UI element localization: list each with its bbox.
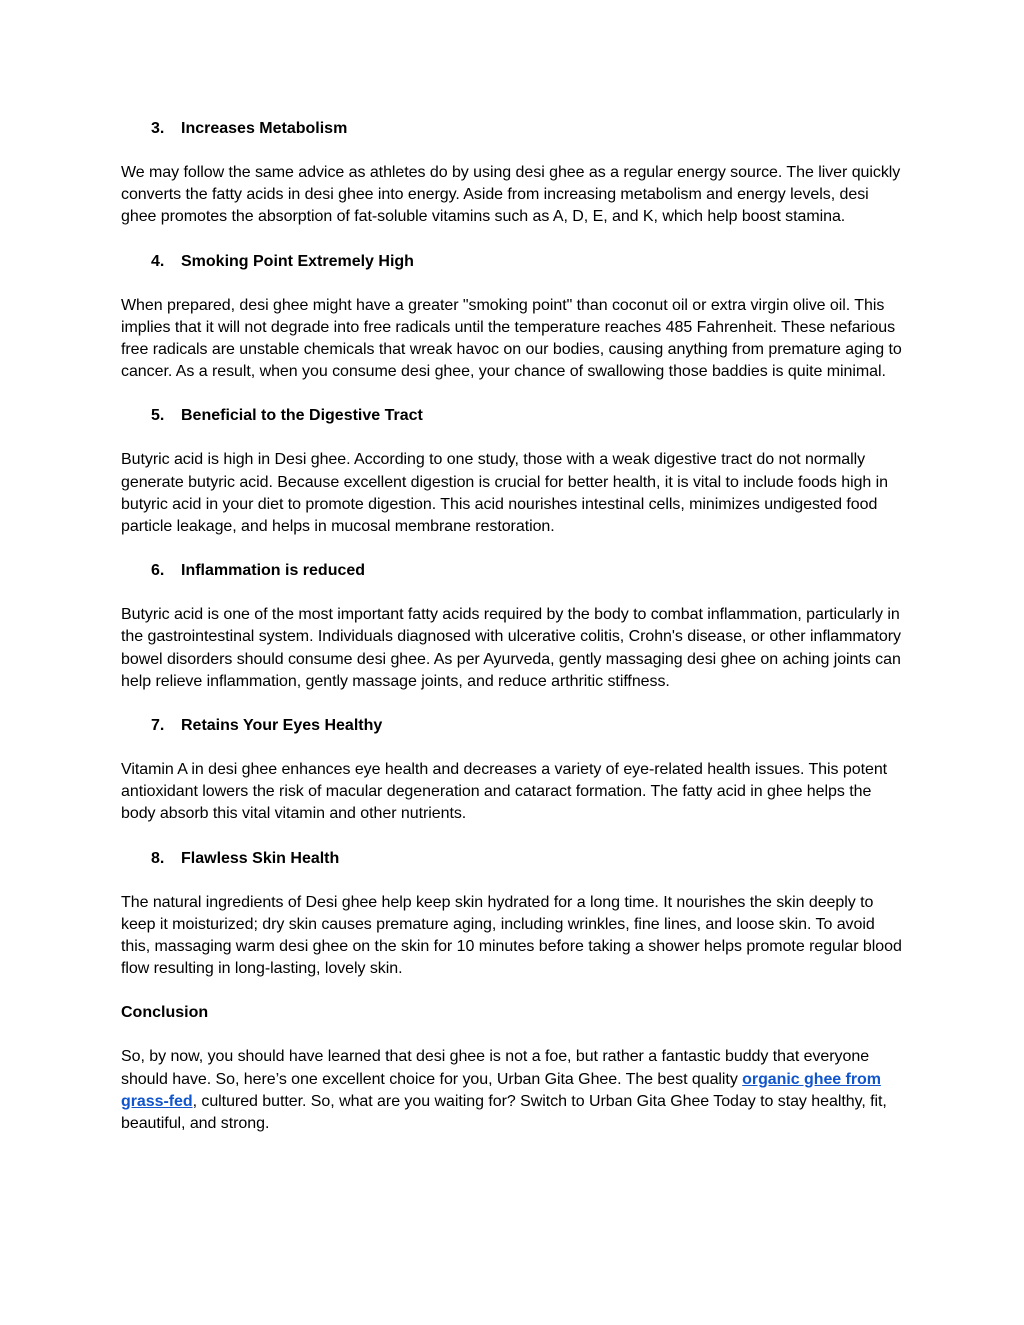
section-number: 3. xyxy=(151,120,165,137)
section-body-digestive-tract: Butyric acid is high in Desi ghee. According to one study, those with a weak digestive tract do not normally generate butyric acid. Because excellent digestion is crucial for better health, it is vital to include foods high in butyric acid in your diet to promote digestion. This acid nourishes intestinal cells, minimizes undigested food particle leakage, and helps in mucosal membrane restoration. xyxy=(121,451,889,536)
section-body-inflammation: Butyric acid is one of the most important fatty acids required by the body to combat inflammation, particularly in the gastrointestinal system. Individuals diagnosed with ulcerative colitis, Crohn's disease, or other inflammatory bowel disorders should consume desi ghee. As per Ayurveda, gently massaging desi ghee on aching joints can help relieve inflammation, gently massage joints, and reduce arthritic stiffness. xyxy=(121,606,901,690)
section-heading-smoking-point xyxy=(121,251,907,273)
section-title: Beneficial to the Digestive Tract xyxy=(181,407,423,425)
section-number: 6. xyxy=(151,562,165,580)
section-number: 8. xyxy=(151,849,165,867)
conclusion-body xyxy=(121,1046,907,1135)
section-title: Flawless Skin Health xyxy=(181,849,340,867)
section-title: Retains Your Eyes Healthy xyxy=(181,717,383,735)
section-title: Smoking Point Extremely High xyxy=(181,252,414,270)
section-number: 7. xyxy=(151,717,165,735)
section-body-smoking-point: When prepared, desi ghee might have a greater "smoking point" than coconut oil or extra virgin olive oil. This implies that it will not degrade into free radicals until the temperature reaches 485 Fahrenheit. These nefarious free radicals are unstable chemicals that wreak havoc on our bodies, causing anything from premature aging to cancer. As a result, when you consume desi ghee, your chance of swallowing those baddies is quite minimal. xyxy=(121,296,902,381)
document-page xyxy=(121,118,907,1157)
section-heading-skin-health xyxy=(121,848,907,870)
section-body-skin-health: The natural ingredients of Desi ghee help keep skin hydrated for a long time. It nourishes the skin deeply to keep it moisturized; dry skin causes premature aging, including wrinkles, fine lines, and loose skin. To avoid this, massaging warm desi ghee on the skin for 10 minutes before taking a shower helps promote regular blood flow resulting in long-lasting, lovely skin. xyxy=(121,893,902,978)
section-heading-digestive-tract xyxy=(121,405,907,427)
section-body-eyes-healthy: Vitamin A in desi ghee enhances eye health and decreases a variety of eye-related health issues. This potent antioxidant lowers the risk of macular degeneration and cataract formation. The fatty acid in ghee helps the body absorb this vital vitamin and other nutrients. xyxy=(121,761,888,823)
section-heading-inflammation xyxy=(121,560,907,582)
section-body-increases-metabolism: We may follow the same advice as athletes do by using desi ghee as a regular energy source. The liver quickly converts the fatty acids in desi ghee into energy. Aside from increasing metabolism and energy levels, desi ghee promotes the absorption of fat-soluble vitamins such as A, D, E, and K, which help boost stamina. xyxy=(121,164,901,226)
conclusion-heading: Conclusion xyxy=(121,1004,209,1022)
section-number: 5. xyxy=(151,407,165,425)
section-title: Increases Metabolism xyxy=(181,120,348,137)
conclusion-text-after-link: , cultured butter. So, what are you waiting for? Switch to Urban Gita Ghee Today to stay healthy, fit, beautiful, and strong. xyxy=(121,1092,887,1133)
conclusion-text-before-link: So, by now, you should have learned that desi ghee is not a foe, but rather a fantastic buddy that everyone should have. So, here’s one excellent choice for you, Urban Gita Ghee. The best quality xyxy=(121,1048,870,1088)
section-heading-eyes-healthy xyxy=(121,715,907,737)
organic-ghee-link[interactable]: organic ghee from grass-fed xyxy=(121,1070,881,1110)
section-title: Inflammation is reduced xyxy=(181,562,366,580)
section-heading-increases-metabolism xyxy=(121,118,907,140)
section-number: 4. xyxy=(151,252,165,270)
